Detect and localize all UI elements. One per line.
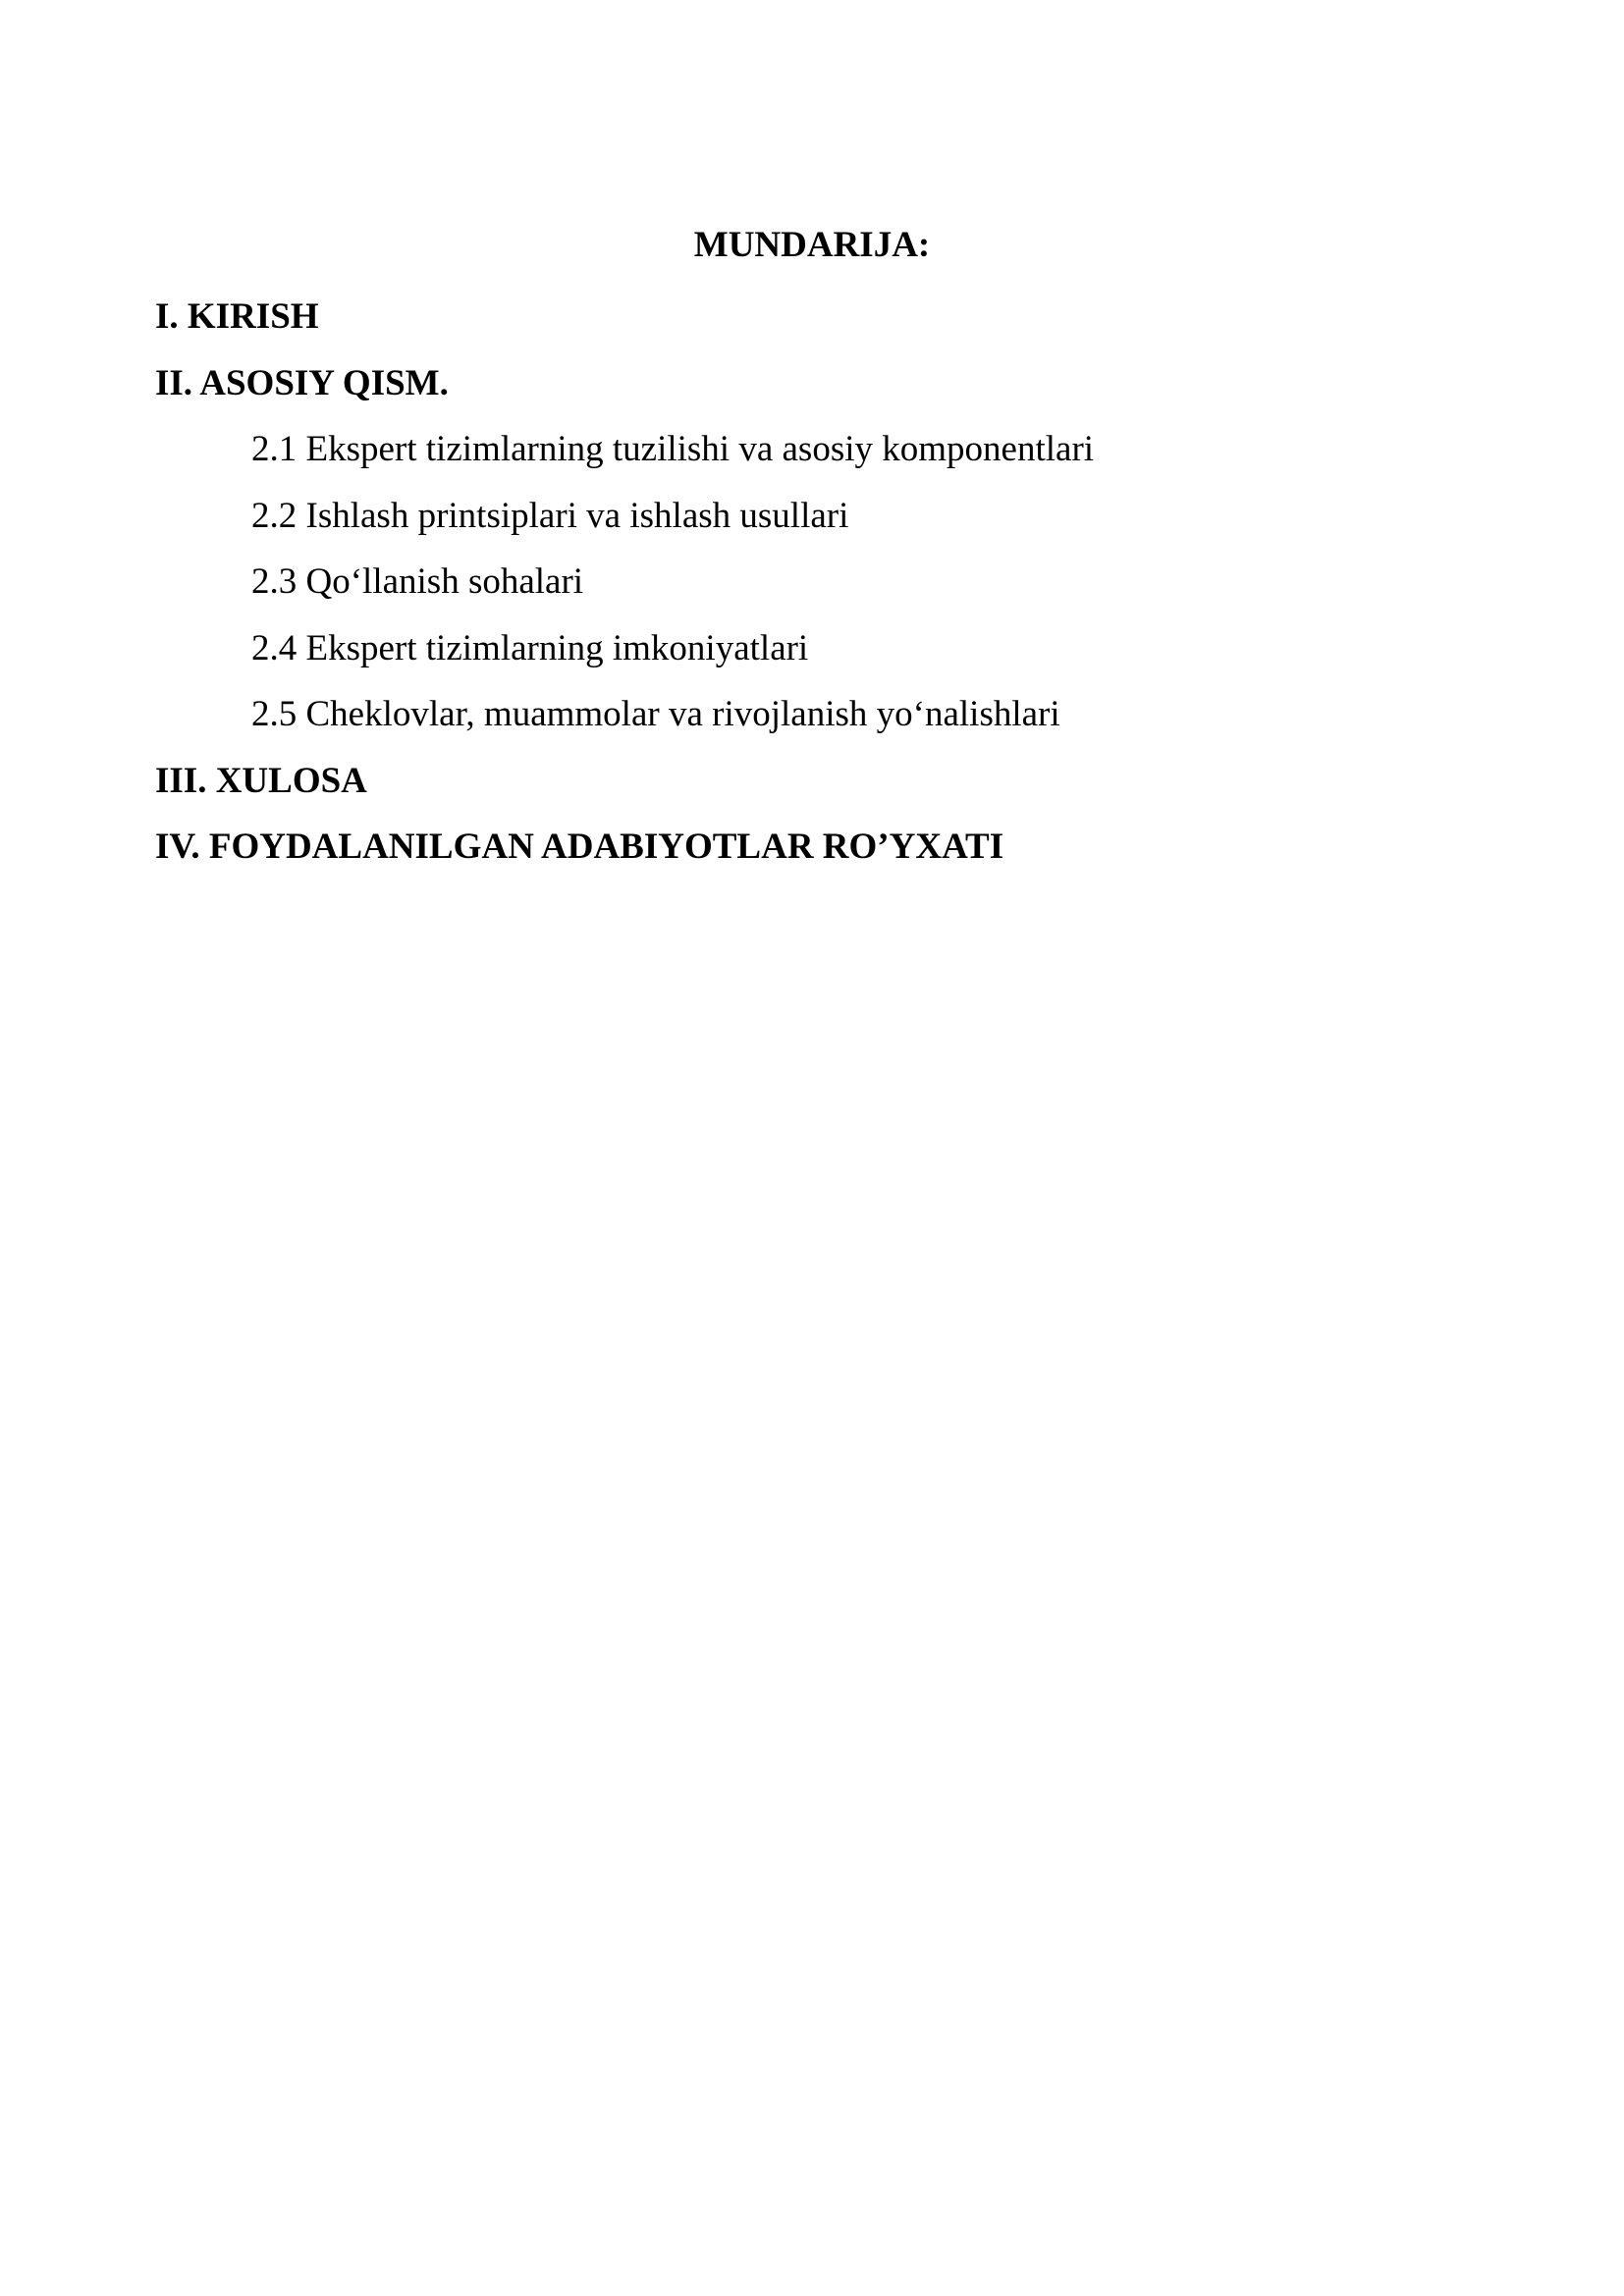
toc-title: MUNDARIJA: bbox=[693, 225, 931, 265]
toc-subsection-2-4: 2.4 Ekspert tizimlarning imkoniyatlari bbox=[251, 627, 809, 668]
toc-section-adabiyotlar: IV. FOYDALANILGAN ADABIYOTLAR RO’YXATI bbox=[155, 827, 1004, 867]
toc-subsection-2-1: 2.1 Ekspert tizimlarning tuzilishi va asosiy komponentlari bbox=[251, 429, 1095, 469]
toc-section-asosiy-qism: II. ASOSIY QISM. bbox=[155, 362, 449, 403]
toc-subsection-2-3: 2.3 Qo‘llanish sohalari bbox=[251, 561, 584, 602]
toc-subsection-2-2: 2.2 Ishlash printsiplari va ishlash usullari bbox=[251, 495, 849, 536]
toc-subsection-2-5: 2.5 Cheklovlar, muammolar va rivojlanish yo‘nalishlari bbox=[251, 694, 1060, 734]
table-of-contents bbox=[155, 284, 1094, 881]
toc-section-kirish: I. KIRISH bbox=[155, 296, 319, 337]
toc-section-xulosa: III. XULOSA bbox=[155, 760, 367, 801]
